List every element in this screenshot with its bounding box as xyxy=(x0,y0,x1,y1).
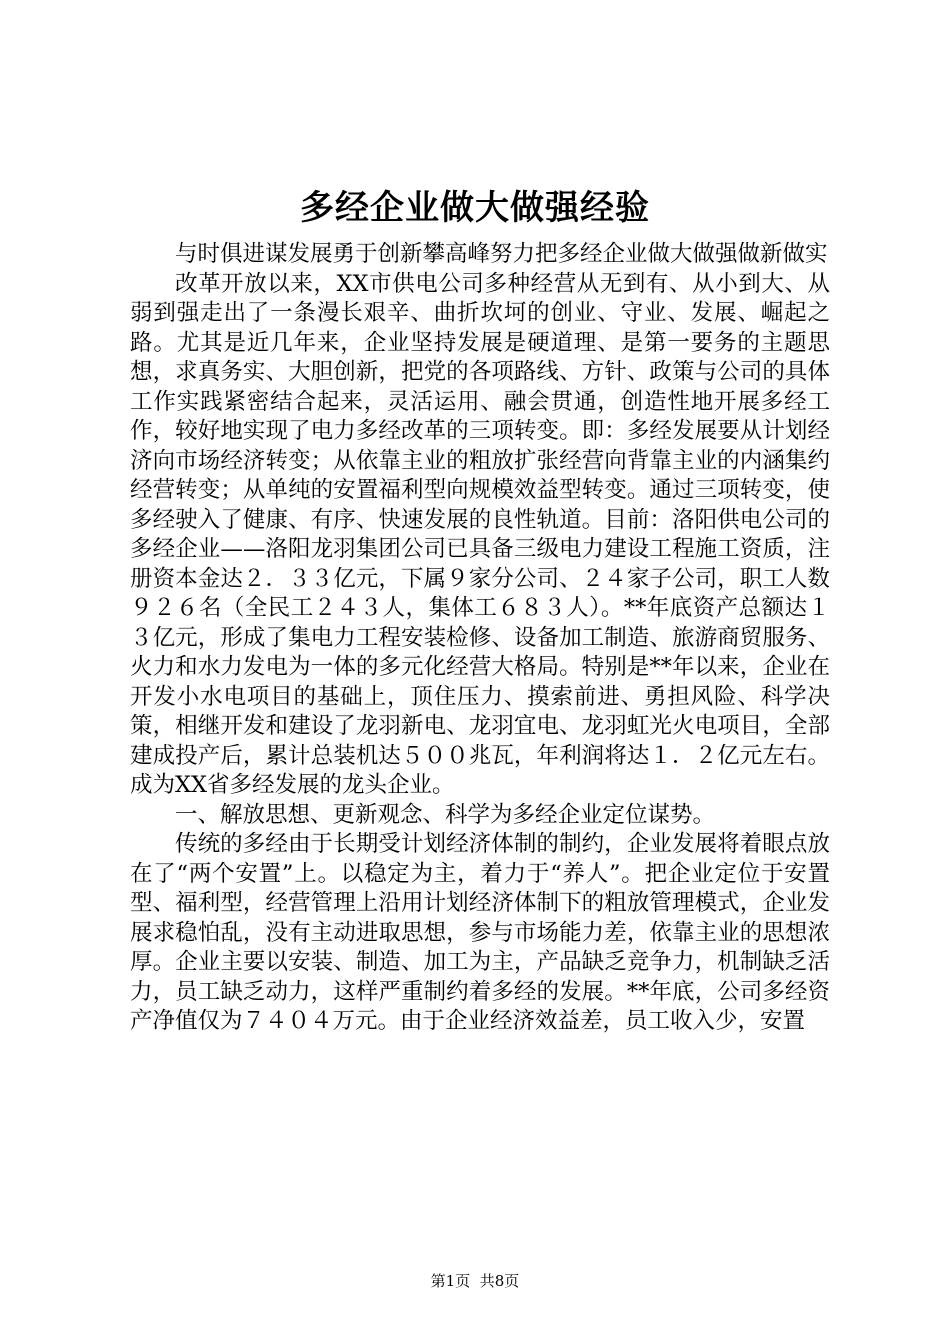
document-body xyxy=(130,240,830,1037)
section-heading: 一、解放思想、更新观念、科学为多经企业定位谋势。 xyxy=(175,801,716,828)
document-title: 多经企业做大做强经验 xyxy=(300,188,650,228)
section-paragraph: 传统的多经由于长期受计划经济体制的制约，企业发展将着眼点放在了“两个安置”上。以稳定为主，着力于“养人”。把企业定位于安置型、福利型，经营管理上沿用计划经济体制下的粗放管理模式，企业发展求稳怕乱，没有主动进取思想，参与市场能力差，依靠主业的思想浓厚。企业主要以安装、制造、加工为主，产品缺乏竞争力，机制缺乏活力，员工缺乏动力，这样严重制约着多经的发展。**年底，公司多经资产净值仅为７４０４万元。由于企业经济效益差，员工收入少，安置 xyxy=(130,831,830,1034)
footer-separator xyxy=(470,1272,480,1290)
page-number: 第1页 xyxy=(430,1272,471,1290)
page-total: 共8页 xyxy=(479,1272,520,1290)
intro-paragraph: 改革开放以来，XX市供电公司多种经营从无到有、从小到大、从弱到强走出了一条漫长艰辛、曲折坎坷的创业、守业、发展、崛起之路。尤其是近几年来，企业坚持发展是硬道理、是第一要务的主题思想，求真务实、大胆创新，把党的各项路线、方针、政策与公司的具体工作实践紧密结合起来，灵活运用、融会贯通，创造性地开展多经工作，较好地实现了电力多经改革的三项转变。即：多经发展要从计划经济向市场经济转变；从依靠主业的粗放扩张经营向背靠主业的内涵集约经营转变；从单纯的安置福利型向规模效益型转变。通过三项转变，使多经驶入了健康、有序、快速发展的良性轨道。目前：洛阳供电公司的多经企业——洛阳龙羽集团公司已具备三级电力建设工程施工资质，注册资本金达２．３３亿元，下属９家分公司、２４家子公司，职工人数９２６名（全民工２４３人，集体工６８３人）。**年底资产总额达１３亿元，形成了集电力工程安装检修、设备加工制造、旅游商贸服务、火力和水力发电为一体的多元化经营大格局。特别是**年以来，企业在开发小水电项目的基础上，顶住压力、摸索前进、勇担风险、科学决策，相继开发和建设了龙羽新电、龙羽宜电、龙羽虹光火电项目，全部建成投产后，累计总装机达５００兆瓦，年利润将达１．２亿元左右。成为XX省多经发展的龙头企业。 xyxy=(130,270,830,798)
page-footer xyxy=(0,1271,950,1291)
subtitle-paragraph: 与时俱进谋发展勇于创新攀高峰努力把多经企业做大做强做新做实 xyxy=(175,241,828,267)
